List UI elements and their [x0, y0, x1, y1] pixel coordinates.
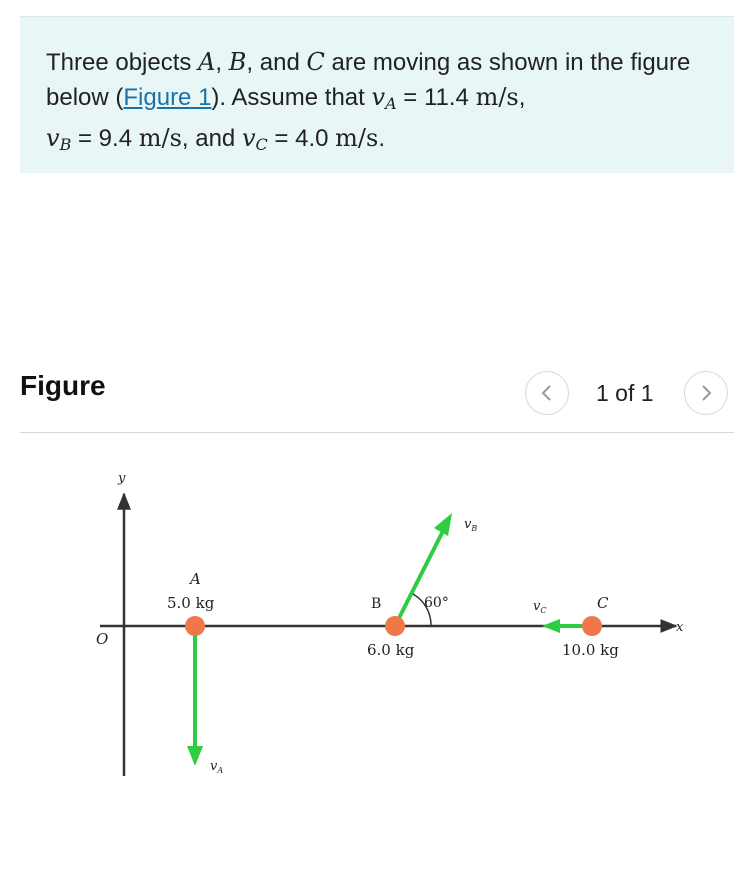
y-axis-label: y — [118, 471, 126, 486]
vc-symbol: v — [241, 124, 256, 152]
problem-text-part: ). Assume that — [211, 84, 372, 111]
velocity-b-arrow — [395, 531, 443, 626]
var-b: B — [228, 48, 247, 76]
unit: m/s — [335, 124, 379, 152]
velocity-b-label — [464, 517, 477, 533]
va-subscript: A — [385, 94, 397, 113]
velocity-c-arrowhead — [542, 619, 560, 633]
object-c-ball — [582, 616, 602, 636]
velocity-b-arrowhead — [434, 513, 452, 536]
velocity-a-symbol: v — [210, 759, 218, 774]
previous-figure-button[interactable] — [525, 371, 569, 415]
next-figure-button[interactable] — [684, 371, 728, 415]
object-c-label: C — [597, 594, 609, 612]
figure-header — [20, 368, 734, 433]
object-b-ball — [385, 616, 405, 636]
comma: , and — [246, 49, 307, 76]
problem-intro: Three objects — [46, 49, 199, 76]
velocity-b-symbol: v — [464, 517, 472, 532]
vc-subscript: C — [255, 135, 268, 154]
comma: , — [215, 49, 229, 76]
vc-value: = 4.0 — [267, 125, 336, 152]
velocity-c-label — [533, 599, 546, 615]
object-a-label: A — [190, 570, 201, 588]
figure-diagram — [0, 440, 754, 860]
origin-label: O — [96, 630, 109, 648]
period: . — [378, 125, 385, 152]
velocity-c-symbol: v — [533, 599, 541, 614]
var-a: A — [198, 48, 216, 76]
separator: , and — [181, 125, 242, 152]
object-a-ball — [185, 616, 205, 636]
figure-link[interactable]: Figure 1 — [123, 84, 212, 111]
vb-symbol: v — [46, 124, 60, 152]
problem-text-part: are moving as shown in the figure below ( — [46, 49, 691, 111]
velocity-a-label — [210, 759, 223, 775]
vb-value: = 9.4 — [71, 125, 139, 152]
problem-statement — [46, 45, 710, 162]
var-c: C — [306, 48, 325, 76]
chevron-left-icon — [540, 384, 554, 402]
page-indicator: 1 of 1 — [596, 380, 654, 406]
va-symbol: v — [371, 83, 386, 111]
velocity-c-subscript: C — [540, 606, 547, 615]
chevron-right-icon — [699, 384, 713, 402]
problem-statement-box — [20, 16, 734, 173]
va-value: = 11.4 — [396, 84, 476, 111]
object-b-label: B — [371, 596, 382, 612]
motion-diagram — [0, 440, 754, 860]
separator: , — [518, 84, 526, 111]
unit: m/s — [138, 124, 182, 152]
x-axis-label: x — [676, 620, 684, 635]
velocity-a-arrowhead — [187, 746, 203, 766]
object-c-mass: 10.0 kg — [562, 641, 619, 659]
unit: m/s — [475, 83, 519, 111]
figure-title: Figure — [20, 370, 106, 401]
object-b-mass: 6.0 kg — [367, 641, 415, 659]
velocity-a-subscript: A — [217, 766, 224, 775]
object-a-mass: 5.0 kg — [167, 594, 215, 612]
angle-label: 60° — [424, 595, 449, 611]
velocity-b-subscript: B — [471, 524, 478, 533]
vb-subscript: B — [59, 135, 72, 154]
